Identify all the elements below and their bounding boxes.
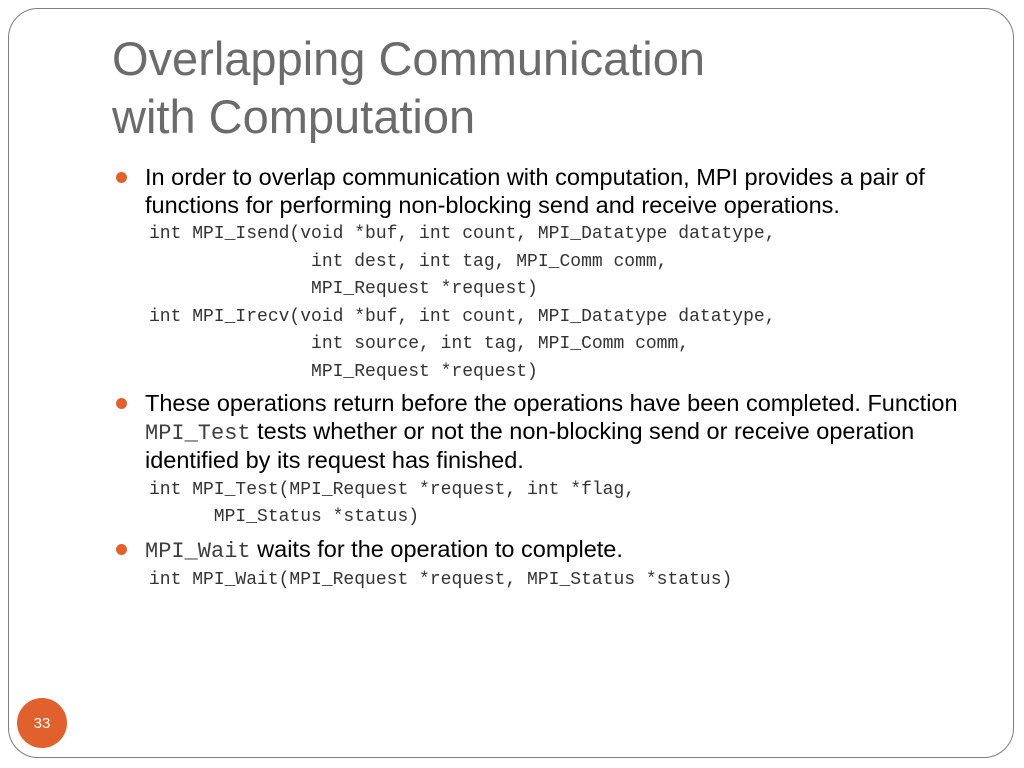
bullet-item xyxy=(112,390,992,475)
bullet-text xyxy=(145,536,992,566)
page-number: 33 xyxy=(33,714,51,732)
slide-title-line-1: Overlapping Communication xyxy=(112,32,706,85)
slide-title xyxy=(112,30,705,146)
inline-code: MPI_Test xyxy=(145,420,251,446)
bullet-item xyxy=(112,536,992,566)
bullet-dot-icon xyxy=(116,398,127,409)
slide-body xyxy=(112,164,992,595)
bullet-text-part: These operations return before the operations have been completed. Function xyxy=(145,390,958,416)
bullet-item xyxy=(112,164,992,219)
bullet-text: In order to overlap communication with computation, MPI provides a pair of functions for performing non-blocking send and receive operations. xyxy=(145,164,925,218)
bullet-text-part: waits for the operation to complete. xyxy=(250,535,623,562)
code-block-test: int MPI_Test(MPI_Request *request, int *flag, MPI_Status *status) xyxy=(149,479,636,527)
bullet-dot-icon xyxy=(116,544,127,555)
bullet-dot-icon xyxy=(116,172,127,183)
page-number-badge xyxy=(17,698,67,748)
bullet-text xyxy=(145,390,992,475)
code-block-isend-irecv: int MPI_Isend(void *buf, int count, MPI_Datatype datatype, int dest, int tag, MPI_Comm comm, MPI_Request *request) int MPI_Irecv(void *buf, int count, MPI_Datatype datatype, int source, int tag, MPI_Comm comm, MPI_Request *request) xyxy=(149,224,776,382)
bullet-text-part: tests whether or not the non-blocking send or receive operation identified by its request has finished. xyxy=(145,417,915,473)
slide-title-line-2: with Computation xyxy=(112,90,476,143)
code-block-wait: int MPI_Wait(MPI_Request *request, MPI_Status *status) xyxy=(149,570,733,590)
inline-code: MPI_Wait xyxy=(145,538,251,564)
